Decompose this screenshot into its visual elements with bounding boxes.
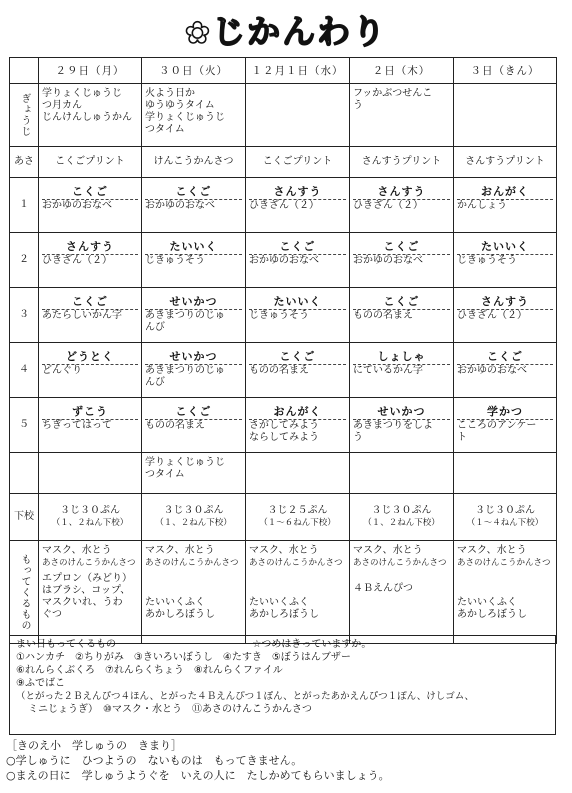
gyouji-line: つタイム xyxy=(145,124,185,135)
notes-line: （とがった２Ｂえんぴつ４ほん、とがった４Ｂえんぴつ１ぽん、とがったあかえんぴつ１ぽん、けしゴム、 xyxy=(16,691,474,702)
period-number: １ xyxy=(10,178,39,233)
activity: どんぐり xyxy=(42,365,82,376)
notes-line: ①ハンカチ ②ちりがみ ③きいろいぼうし ④たすき ⑤ぼうはんブザー xyxy=(16,652,351,663)
period-cell xyxy=(142,343,246,398)
period-cell xyxy=(246,343,350,398)
activity: おかゆのおなべ xyxy=(145,200,215,211)
period-cell xyxy=(39,288,142,343)
activity: かんしょう xyxy=(457,200,507,211)
notes-heading: まい日もってくるもの xyxy=(16,639,116,650)
row-label: もってくるもの xyxy=(10,541,39,644)
period-row xyxy=(10,398,557,453)
gyouji-line: じんけんしゅうかん xyxy=(42,112,132,123)
subject: さんすう xyxy=(353,186,450,200)
asa-cell: こくごプリント xyxy=(39,147,142,178)
subject: たいいく xyxy=(249,296,346,310)
period-row xyxy=(10,233,557,288)
notes-line: ⑥れんらくぶくろ ⑦れんらくちょう ⑧れんらくファイル xyxy=(16,665,283,676)
period-row xyxy=(10,178,557,233)
gekou-note: （１、２ねん下校） xyxy=(51,518,129,528)
period-cell xyxy=(454,178,557,233)
gekou-note: （１〜４ねん下校） xyxy=(466,518,544,528)
activity: ものの名まえ xyxy=(249,365,309,376)
activity: じきゅうそう xyxy=(145,255,205,266)
period-cell xyxy=(350,178,454,233)
motteku-cell xyxy=(142,541,246,644)
gekou-time: ３じ３０ぷん xyxy=(60,505,120,516)
gyouji-cell xyxy=(350,84,454,147)
motteku-line: あさのけんこうかんさつ xyxy=(457,558,551,568)
gyouji-line: 学りょくじゅうじ xyxy=(145,112,225,123)
extra-cell xyxy=(350,453,454,494)
subject: どうとく xyxy=(42,351,138,365)
gekou-cell xyxy=(142,494,246,541)
motteku-cell xyxy=(246,541,350,644)
period-cell xyxy=(454,288,557,343)
motteku-line: マスク、水とう xyxy=(353,545,423,556)
gyouji-line: ゆうゆうタイム xyxy=(145,100,215,111)
notes-heading-row xyxy=(10,638,555,651)
subject: しょしゃ xyxy=(353,351,450,365)
spacer xyxy=(353,569,450,583)
subject: こくご xyxy=(145,186,242,200)
period-row xyxy=(10,288,557,343)
subject: せいかつ xyxy=(145,296,242,310)
gekou-time: ３じ３０ぷん xyxy=(163,505,224,516)
gekou-cell xyxy=(246,494,350,541)
period-cell xyxy=(350,288,454,343)
notes-line: ミニじょうぎ） ⑩マスク・水とう ⑪あさのけんこうかんさつ xyxy=(28,704,312,715)
activity: う xyxy=(353,432,363,443)
gyouji-cell xyxy=(142,84,246,147)
extra-cell xyxy=(142,453,246,494)
activity: さがしてみよう xyxy=(249,420,319,431)
gyouji-line: フッかぶつせんこ xyxy=(353,88,433,99)
motteku-row xyxy=(10,541,557,644)
rules-line: ○まえの日に 学しゅうようぐを いえの人に たしかめてもらいましょう。 xyxy=(6,769,390,782)
gekou-time: ３じ３０ぷん xyxy=(475,505,535,516)
activity: おかゆのおなべ xyxy=(42,200,112,211)
motteku-line: あさのけんこうかんさつ xyxy=(42,558,136,568)
rules-heading: ［きのえ小 学しゅうの きまり］ xyxy=(6,739,182,752)
row-label: 下校 xyxy=(10,494,39,541)
period-number: ４ xyxy=(10,343,39,398)
gyouji-cell xyxy=(454,84,557,147)
motteku-line: あさのけんこうかんさつ xyxy=(145,558,239,568)
period-cell xyxy=(246,178,350,233)
gekou-time: ３じ２５ぷん xyxy=(267,505,328,516)
extra-cell xyxy=(246,453,350,494)
period-cell xyxy=(454,233,557,288)
subject: せいかつ xyxy=(145,351,242,365)
rules-line: ○学しゅうに ひつようの ないものは もってきません。 xyxy=(6,754,303,767)
nails-note: ☆つめはきっていますか。 xyxy=(252,639,372,650)
gekou-cell xyxy=(454,494,557,541)
asa-cell: さんすうプリント xyxy=(454,147,557,178)
subject: さんすう xyxy=(249,186,346,200)
activity: じきゅうそう xyxy=(457,255,517,266)
extra-cell xyxy=(39,453,142,494)
subject: さんすう xyxy=(457,296,553,310)
extra-text: 学りょくじゅうじ xyxy=(145,457,225,468)
motteku-line: たいいくふく xyxy=(249,597,309,608)
period-cell xyxy=(350,343,454,398)
motteku-line: たいいくふく xyxy=(457,597,517,608)
period-cell xyxy=(39,233,142,288)
notes-line: ⑨ふでばこ xyxy=(16,678,65,689)
extra-text: つタイム xyxy=(145,469,185,480)
period-row xyxy=(10,343,557,398)
activity: ト xyxy=(457,432,467,443)
subject: こくご xyxy=(457,351,553,365)
spacer xyxy=(249,569,346,597)
period-cell xyxy=(246,398,350,453)
motteku-line: マスク、水とう xyxy=(457,545,527,556)
motteku-cell xyxy=(454,541,557,644)
period-cell xyxy=(246,233,350,288)
day-header: １２月１日（水） xyxy=(246,58,350,84)
activity: こころのアンケー xyxy=(457,420,537,431)
activity: おかゆのおなべ xyxy=(457,365,527,376)
gyouji-line: う xyxy=(353,100,363,111)
gekou-note: （１〜６ねん下校） xyxy=(259,518,336,528)
study-rules xyxy=(6,738,566,783)
activity: じきゅうそう xyxy=(249,310,309,321)
motteku-line: あさのけんこうかんさつ xyxy=(353,558,447,568)
corner-cell xyxy=(10,58,39,84)
day-header: ３０日（火） xyxy=(142,58,246,84)
motteku-line: はブラシ、コップ、 xyxy=(42,585,131,596)
period-cell xyxy=(39,343,142,398)
activity: ちぎってはって xyxy=(42,420,112,431)
subject: こくご xyxy=(249,241,346,255)
period-cell xyxy=(142,288,246,343)
activity: にているかん字 xyxy=(353,365,423,376)
subject: 学かつ xyxy=(457,406,553,420)
motteku-cell xyxy=(39,541,142,644)
gekou-note: （１、２ねん下校） xyxy=(363,518,440,528)
gyouji-line: つ月カん xyxy=(42,100,82,111)
day-header: ２９日（月） xyxy=(39,58,142,84)
page-title xyxy=(0,6,572,53)
subject: おんがく xyxy=(249,406,346,420)
motteku-line: ぐつ xyxy=(42,609,62,620)
asa-row xyxy=(10,147,557,178)
subject: こくご xyxy=(42,296,138,310)
gekou-time: ３じ３０ぷん xyxy=(371,505,432,516)
motteku-line: たいいくふく xyxy=(145,597,205,608)
subject: せいかつ xyxy=(353,406,450,420)
subject: おんがく xyxy=(457,186,553,200)
motteku-line: マスク、水とう xyxy=(42,545,112,556)
gyouji-cell xyxy=(246,84,350,147)
gekou-cell xyxy=(350,494,454,541)
gekou-row xyxy=(10,494,557,541)
activity: おかゆのおなべ xyxy=(353,255,423,266)
motteku-line: ４Ｂえんぴつ xyxy=(353,583,413,594)
period-cell xyxy=(454,398,557,453)
day-header: ３日（きん） xyxy=(454,58,557,84)
motteku-line: あかしろぼうし xyxy=(457,609,527,620)
gyouji-cell xyxy=(39,84,142,147)
gekou-cell xyxy=(39,494,142,541)
activity: あきまつりをしよ xyxy=(353,420,433,431)
period-number: ２ xyxy=(10,233,39,288)
extra-row xyxy=(10,453,557,494)
motteku-line: エプロン（みどり） xyxy=(42,573,132,584)
subject: こくご xyxy=(145,406,242,420)
title-text: じかんわり xyxy=(212,12,388,51)
period-cell xyxy=(454,343,557,398)
period-number: ３ xyxy=(10,288,39,343)
gyouji-line: 学りょくじゅうじ xyxy=(42,88,122,99)
spacer xyxy=(145,569,242,597)
daily-items-box xyxy=(9,635,556,735)
spacer xyxy=(457,569,553,597)
activity: あきまつりのじゅ xyxy=(145,365,225,376)
period-cell xyxy=(350,398,454,453)
activity: ひきざん（２） xyxy=(457,310,527,321)
subject: さんすう xyxy=(42,241,138,255)
period-cell xyxy=(142,233,246,288)
asa-cell: さんすうプリント xyxy=(350,147,454,178)
activity: んび xyxy=(145,322,165,333)
subject: たいいく xyxy=(457,241,553,255)
activity: おかゆのおなべ xyxy=(249,255,319,266)
period-number: ５ xyxy=(10,398,39,453)
motteku-line: マスク、水とう xyxy=(145,545,215,556)
asa-cell: こくごプリント xyxy=(246,147,350,178)
schedule-table xyxy=(9,57,557,644)
subject: こくご xyxy=(249,351,346,365)
subject: こくご xyxy=(42,186,138,200)
period-cell xyxy=(246,288,350,343)
period-cell xyxy=(142,398,246,453)
motteku-line: マスク、水とう xyxy=(249,545,319,556)
gyouji-line: 火よう日か xyxy=(145,88,195,99)
period-cell xyxy=(39,398,142,453)
gyouji-row xyxy=(10,84,557,147)
activity: あたらしいかん字 xyxy=(42,310,122,321)
header-row xyxy=(10,58,557,84)
activity: ものの名まえ xyxy=(145,420,205,431)
subject: こくご xyxy=(353,296,450,310)
motteku-line: あかしろぼうし xyxy=(249,609,319,620)
activity: ひきざん（２） xyxy=(353,200,423,211)
motteku-line: あさのけんこうかんさつ xyxy=(249,558,343,568)
subject: ずこう xyxy=(42,406,138,420)
gekou-note: （１、２ねん下校） xyxy=(155,518,232,528)
period-cell xyxy=(39,178,142,233)
subject: こくご xyxy=(353,241,450,255)
activity: ものの名まえ xyxy=(353,310,413,321)
period-cell xyxy=(142,178,246,233)
activity: あきまつりのじゅ xyxy=(145,310,225,321)
asa-cell: けんこうかんさつ xyxy=(142,147,246,178)
row-label: あさ xyxy=(10,147,39,178)
activity: ひきざん（２） xyxy=(249,200,319,211)
activity: ひきざん（２） xyxy=(42,255,112,266)
activity: んび xyxy=(145,377,165,388)
row-label xyxy=(10,453,39,494)
motteku-line: マスクいれ、うわ xyxy=(42,597,123,608)
motteku-line: あかしろぼうし xyxy=(145,609,215,620)
activity: ならしてみよう xyxy=(249,432,319,443)
flower-icon: ✿ xyxy=(184,16,213,51)
extra-cell xyxy=(454,453,557,494)
subject: たいいく xyxy=(145,241,242,255)
day-header: ２日（木） xyxy=(350,58,454,84)
period-cell xyxy=(350,233,454,288)
motteku-cell xyxy=(350,541,454,644)
row-label: ぎょうじ xyxy=(10,84,39,147)
